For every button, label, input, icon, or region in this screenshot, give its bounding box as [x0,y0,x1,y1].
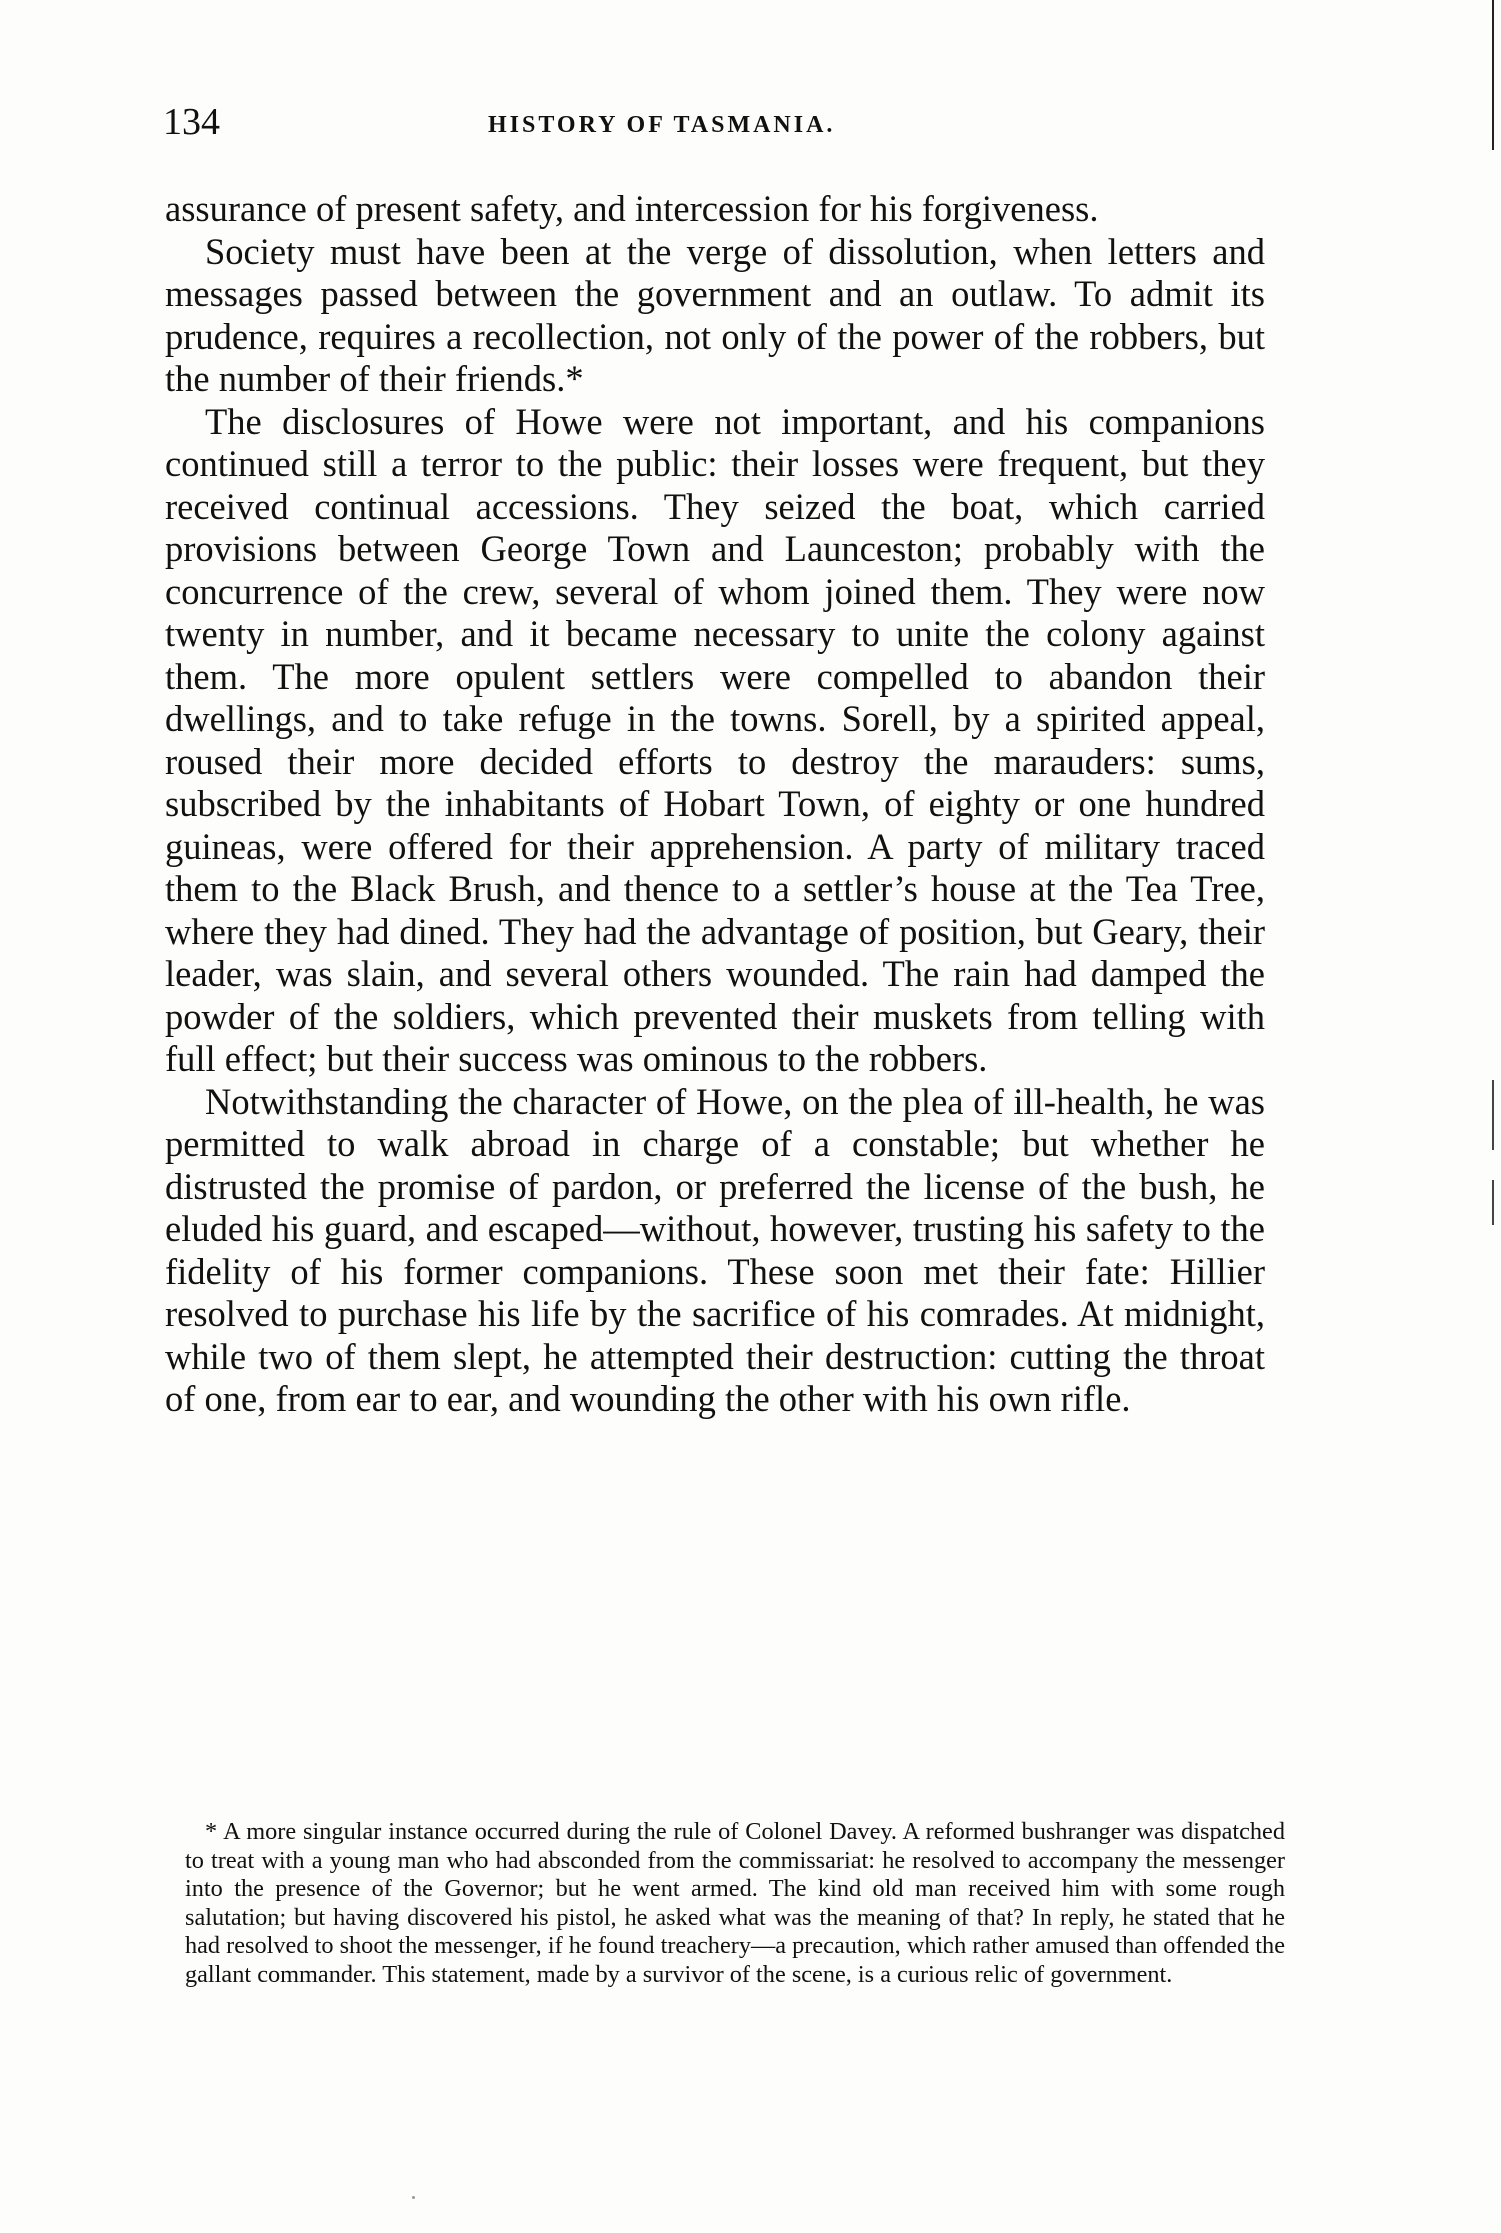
footnote-text: A more singular instance occurred during the rule of Colonel Davey. A reformed bushranger was dispatched to treat with a young man who had absconded from the commissariat: he resolved to accompany the messenger into the presence of the Governor; but he went armed. The kind old man received him with some rough salutation; but having discovered his pistol, he asked what was the meaning of that? In reply, he stated that he had resolved to shoot the messenger, if he found treachery—a precaution, which rather amused than offended the gallant commander. This statement, made by a survivor of the scene, is a curious relic of government. [185,1818,1285,1988]
footnote-marker: * [205,1818,218,1845]
page-edge-mark [1492,1180,1494,1225]
paragraph: The disclosures of Howe were not important, and his companions continued still a terror to the public: their losses were frequent, but they received continual accessions. They seized the boat, which carried provisions between George Town and Launceston; probably with the concurrence of the crew, several of whom joined them. They were now twenty in number, and it became necessary to unite the colony against them. The more opulent settlers were compelled to abandon their dwellings, and to take refuge in the towns. Sorell, by a spirited appeal, roused their more decided efforts to destroy the marauders: sums, subscribed by the inhabitants of Hobart Town, of eighty or one hundred guineas, were offered for their apprehension. A party of military traced them to the Black Brush, and thence to a settler’s house at the Tea Tree, where they had dined. They had the advantage of position, but Geary, their leader, was slain, and several others wounded. The rain had damped the powder of the soldiers, which prevented their muskets from telling with full effect; but their success was ominous to the robbers. [165,400,1265,1079]
footnotes [185,1818,1285,1989]
page-number: 134 [163,101,220,143]
running-title: HISTORY OF TASMANIA. [488,112,836,138]
main-text [165,188,1265,1421]
paragraph: Notwithstanding the character of Howe, on the plea of ill-health, he was permitted to walk abroad in charge of a constable; but whether he distrusted the promise of pardon, or preferred the license of the bush, he eluded his guard, and escaped—without, however, trusting his safety to the fidelity of his former companions. These soon met their fate: Hillier resolved to purchase his life by the sacrifice of his comrades. At midnight, while two of them slept, he attempted their destruction: cutting the throat of one, from ear to ear, and wounding the other with his own rifle. [165,1080,1265,1419]
paragraph: Society must have been at the verge of dissolution, when letters and messages passed between the government and an outlaw. To admit its prudence, requires a recollection, not only of the power of the robbers, but the number of their friends.* [165,230,1265,399]
page-edge-mark [1492,1080,1494,1150]
page-edge-line [1492,0,1494,150]
paragraph-continued: assurance of present safety, and intercession for his forgiveness. [165,188,1099,229]
running-header [163,100,1263,150]
footnote [185,1818,1285,1989]
page-speck [412,2196,415,2199]
